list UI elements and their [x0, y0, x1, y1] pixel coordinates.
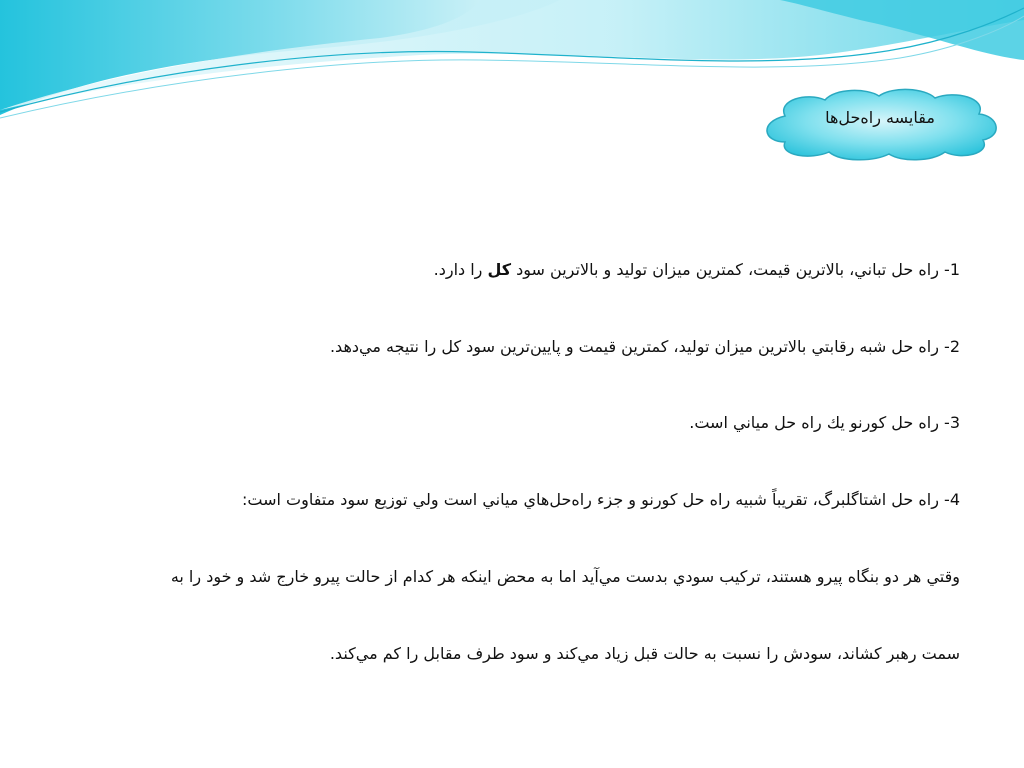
- content-line-5: وقتي هر دو بنگاه پيرو هستند، تركيب سودي بدست مي‌آيد اما به محض اينكه هر كدام از حالت پيرو خارج شد و خود را به: [170, 567, 960, 586]
- content-line-6: سمت رهبر كشاند، سودش را نسبت به حالت قبل زياد مي‌كند و سود طرف مقابل را كم مي‌كند.: [329, 644, 960, 663]
- content-line-4: 4- راه حل اشتاگلبرگ، تقريباً شبيه راه حل كورنو و جزء راه‌حل‌هاي مياني است ولي توزيع سود متفاوت است:: [242, 490, 960, 509]
- slide-content: [60, 0, 960, 768]
- content-line-2: 2- راه حل شبه رقابتي بالاترين ميزان توليد، كمترين قيمت و پايين‌ترين سود كل را نتيجه مي‌دهد.: [329, 337, 960, 356]
- content-line-1: 1- راه حل تباني، بالاترين قيمت، كمترين ميزان توليد و بالاترين سود كل را دارد.: [433, 260, 960, 279]
- slide-title: مقايسه راه‌حل‌ها: [825, 108, 935, 127]
- content-line-3: 3- راه حل كورنو يك راه حل مياني است.: [689, 413, 960, 432]
